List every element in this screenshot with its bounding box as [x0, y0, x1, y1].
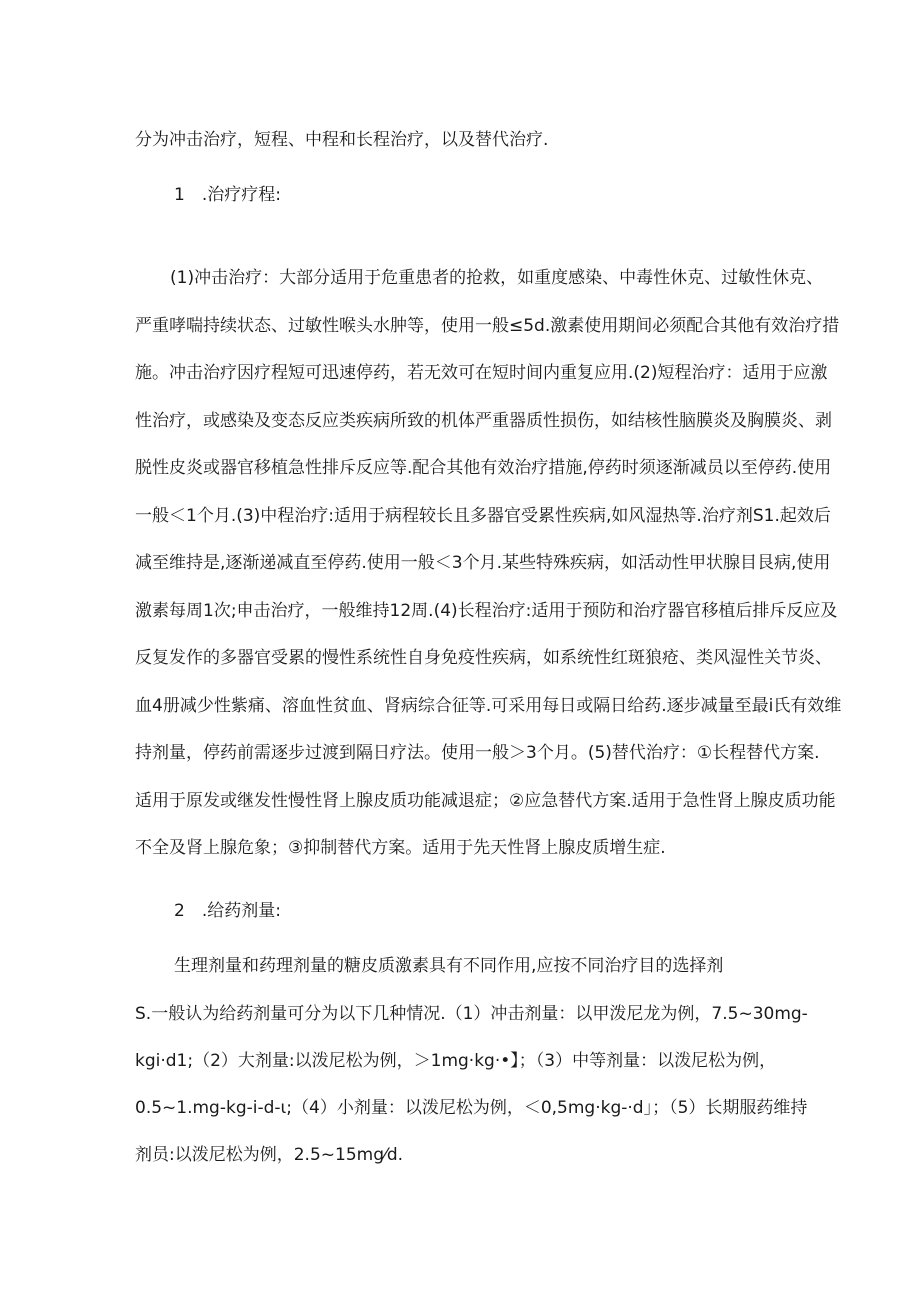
section-1-line: 性治疗，或感染及变态反应类疾病所致的机体严重器质性损伤，如结核性脑膜炎及胸膜炎、剥 — [135, 411, 832, 431]
section-1-line: 不全及肾上腺危象；③抑制替代方案。适用于先天性肾上腺皮质增生症. — [135, 838, 666, 858]
section-2-line: kgi·d1;（2）大剂量:以泼尼松为例，＞1mg·kg·•】；（3）中等剂量：以泼尼松为例， — [135, 1051, 777, 1071]
section-2-line: S.一般认为给药剂量可分为以下几种情况.（1）冲击剂量：以甲泼尼龙为例，7.5~30mg- — [135, 1004, 808, 1024]
section-1-line: 激素每周1次;申击治疗，一般维持12周.(4)长程治疗:适用于预防和治疗器官移植后排斥反应及 — [135, 601, 838, 621]
section-1-line: 严重哮喘持续状态、过敏性喉头水肿等，使用一般≤5d.激素使用期间必须配合其他有效治疗措 — [135, 316, 840, 336]
section-1-line: 反复发作的多器官受累的慢性系统性自身免疫性疾病，如系统性红斑狼疮、类风湿性关节炎、 — [135, 648, 832, 668]
section-1-line: 血4册减少性紫痛、溶血性贫血、肾病综合征等.可采用每日或隔日给药.逐步减量至最i氏有效维 — [135, 696, 842, 716]
section-1-line: (1)冲击治疗：大部分适用于危重患者的抢救，如重度感染、中毒性休克、过敏性休克、 — [170, 268, 824, 288]
section-2-line: 生理剂量和药理剂量的糖皮质激素具有不同作用,应按不同治疗目的选择剂 — [174, 956, 724, 976]
section-1-line: 一般＜1个月.(3)中程治疗:适用于病程较长且多器官受累性疾病,如风湿热等.治疗剂S1.起效后 — [135, 506, 831, 526]
section-1-line: 脱性皮炎或器官移植急性排斥反应等.配合其他有效治疗措施,停药时须逐渐减员以至停药.使用 — [135, 458, 832, 478]
section-2-line: 0.5~1.mg-kg-i-d-ι;（4）小剂量：以泼尼松为例，＜0,5mg·kg-·d」；（5）长期服药维持 — [135, 1098, 808, 1118]
section-1-line: 施。冲击治疗因疗程短可迅速停药，若无效可在短时间内重复应用.(2)短程治疗：适用于应激 — [135, 363, 828, 383]
section-1-heading: 1 .治疗疗程: — [174, 185, 281, 205]
intro-paragraph: 分为冲击治疗，短程、中程和长程治疗，以及替代治疗. — [135, 130, 549, 150]
section-1-line: 适用于原发或继发性慢性肾上腺皮质功能减退症；②应急替代方案.适用于急性肾上腺皮质功能 — [135, 791, 836, 811]
section-2-heading: 2 .给药剂量: — [174, 901, 281, 921]
section-1-line: 持剂量，停药前需逐步过渡到隔日疗法。使用一般＞3个月。(5)替代治疗：①长程替代方案. — [135, 743, 820, 763]
section-1-line: 减至维持是,逐渐递减直至停药.使用一般＜3个月.某些特殊疾病，如活动性甲状腺目艮病,使用 — [135, 553, 831, 573]
section-2-line: 剂员:以泼尼松为例，2.5~15mg⁄d. — [135, 1145, 404, 1165]
